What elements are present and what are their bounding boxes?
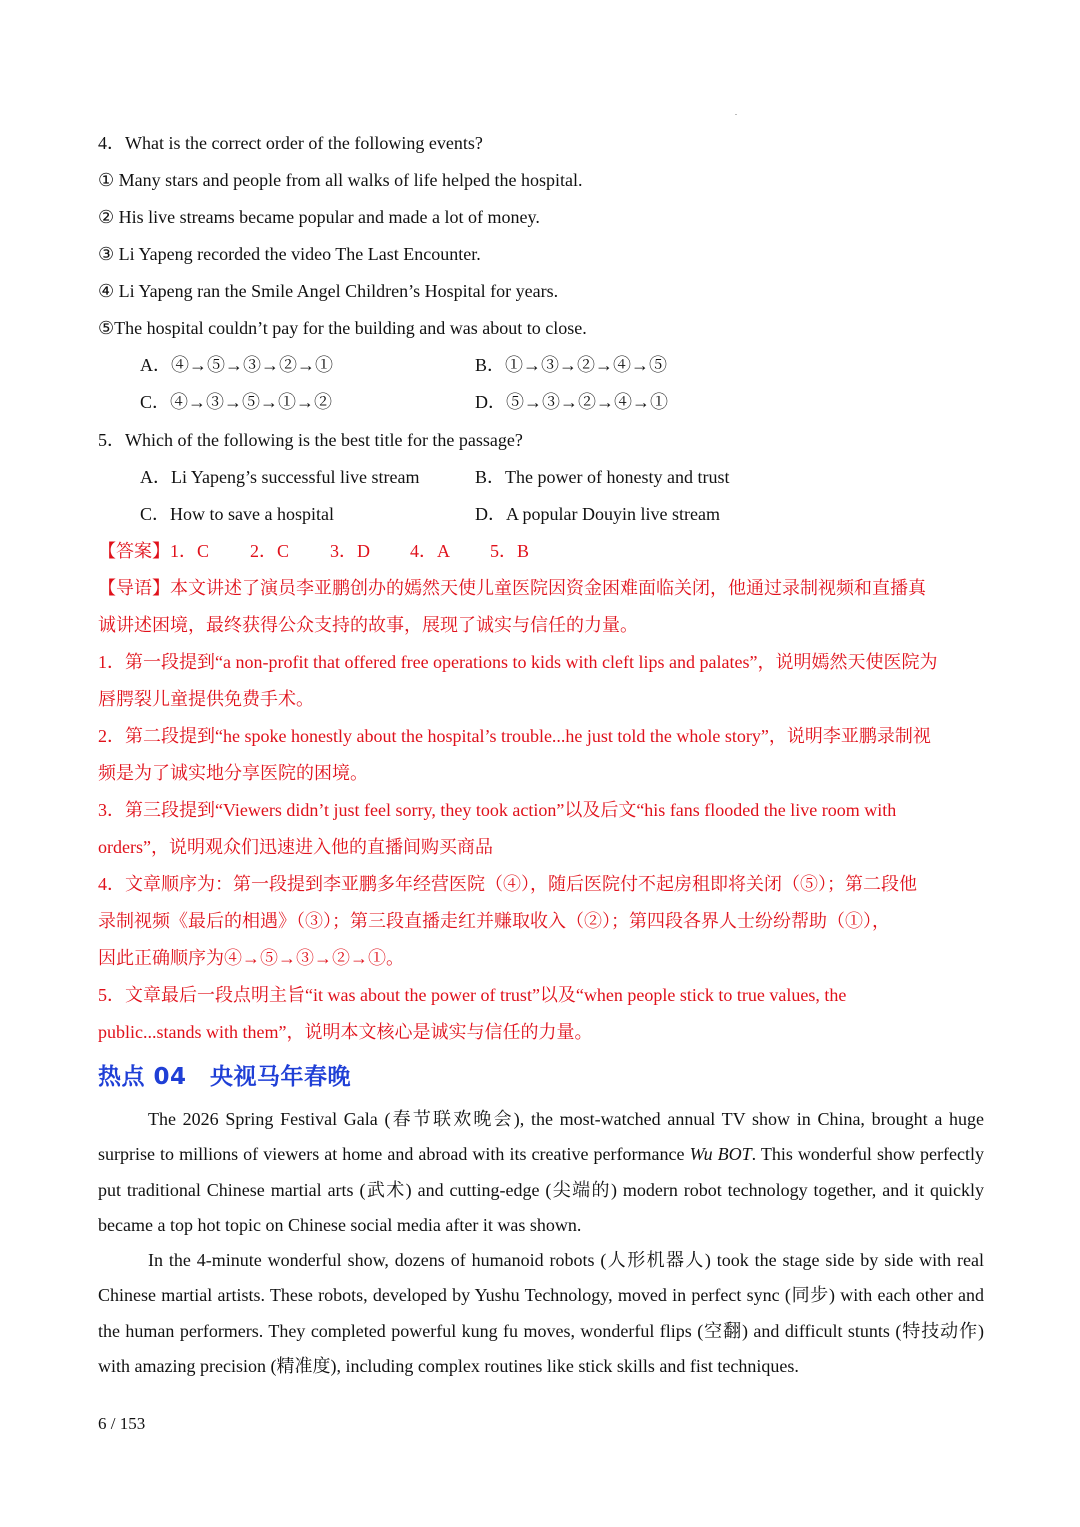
event-2: ② His live streams became popular and made a lot of money. xyxy=(98,207,540,227)
section-heading: 热点 04 央视马年春晚 xyxy=(98,1064,352,1090)
answer-1: 1．C xyxy=(170,541,210,561)
q4-option-a: A．④→⑤→③→②→① xyxy=(140,355,333,375)
explanation-line: public...stands with them”，说明本文核心是诚实与信任的力量。 xyxy=(98,1022,593,1042)
explanation-line: 3．第三段提到“Viewers didn’t just feel sorry, they took action”以及后文“his fans flooded the live room with xyxy=(98,800,897,820)
q4-option-d: D．⑤→③→②→④→① xyxy=(475,392,668,412)
explanation-line: orders”，说明观众们迅速进入他的直播间购买商品 xyxy=(98,837,493,857)
q4-option-b: B．①→③→②→④→⑤ xyxy=(475,355,668,375)
event-3: ③ Li Yapeng recorded the video The Last Encounter. xyxy=(98,244,481,264)
answer-label: 【答案】 xyxy=(98,541,170,561)
explanation-line: 4．文章顺序为：第一段提到李亚鹏多年经营医院（④），随后医院付不起房租即将关闭（⑤）；第二段他 xyxy=(98,874,917,894)
event-4: ④ Li Yapeng ran the Smile Angel Children’s Hospital for years. xyxy=(98,281,559,301)
explanation-line: 1．第一段提到“a non-profit that offered free operations to kids with cleft lips and palates”，说明嫣然天使医院为 xyxy=(98,652,938,672)
explanation-line: 2．第二段提到“he spoke honestly about the hospital’s trouble...he just told the whole story”，说明李亚鹏录制视 xyxy=(98,726,931,746)
passage-paragraph-2: In the 4-minute wonderful show, dozens of humanoid robots (人形机器人) took the stage side by side with real Chinese martial artists. These robots, developed by Yushu Technology, moved in perfect sync (同步) with each other and the human performers. They completed powerful kung fu moves, wonderful flips (空翻) and difficult stunts (特技动作) with amazing precision (精准度), including complex routines like stick skills and fist techniques. xyxy=(98,1250,984,1377)
explanation-line: 因此正确顺序为④→⑤→③→②→①。 xyxy=(98,948,404,968)
passage-text: The 2026 Spring Festival Gala (春节联欢晚会), the most-watched annual TV show in China, brought a huge surprise to millions of viewers at home and abroad with its creative performance xyxy=(98,1109,984,1165)
explanation-line: 唇腭裂儿童提供免费手术。 xyxy=(98,689,314,709)
question-5-stem: 5．Which of the following is the best title for the passage? xyxy=(98,430,523,450)
passage xyxy=(98,1102,984,1384)
q5-option-d: D．A popular Douyin live stream xyxy=(475,504,720,524)
passage-paragraph-1 xyxy=(98,1102,984,1243)
answer-line xyxy=(98,539,529,563)
event-5: ⑤The hospital couldn’t pay for the building and was about to close. xyxy=(98,318,587,338)
page-number: 6 / 153 xyxy=(98,1414,146,1433)
event-1: ① Many stars and people from all walks of life helped the hospital. xyxy=(98,170,583,190)
scan-artifact xyxy=(735,114,737,115)
q4-option-c: C．④→③→⑤→①→② xyxy=(140,392,333,412)
answer-2: 2．C xyxy=(250,541,290,561)
explanation-line: 【导语】本文讲述了演员李亚鹏创办的嫣然天使儿童医院因资金困难面临关闭，他通过录制视频和直播真 xyxy=(98,578,926,598)
passage-text: . This wonderful show perfectly put traditional Chinese martial arts (武术) and cutting-edge (尖端的) modern robot technology together, and it quickly became a top hot topic on Chinese social media after it was shown. xyxy=(98,1144,984,1235)
q5-option-b: B．The power of honesty and trust xyxy=(475,467,730,487)
q5-option-c: C．How to save a hospital xyxy=(140,504,334,524)
performance-title: Wu BOT xyxy=(689,1144,752,1165)
explanation-line: 频是为了诚实地分享医院的困境。 xyxy=(98,763,368,783)
explanation-line: 诚讲述困境，最终获得公众支持的故事，展现了诚实与信任的力量。 xyxy=(98,615,638,635)
explanation-line: 录制视频《最后的相遇》（③）；第三段直播走红并赚取收入（②）；第四段各界人士纷纷帮助（①）， xyxy=(98,911,890,931)
answer-4: 4．A xyxy=(410,541,450,561)
question-4-stem: 4．What is the correct order of the following events? xyxy=(98,133,483,153)
explanation-line: 5．文章最后一段点明主旨“it was about the power of trust”以及“when people stick to true values, the xyxy=(98,985,847,1005)
answer-3: 3．D xyxy=(330,541,370,561)
answer-5: 5．B xyxy=(490,541,530,561)
q5-option-a: A．Li Yapeng’s successful live stream xyxy=(140,467,420,487)
